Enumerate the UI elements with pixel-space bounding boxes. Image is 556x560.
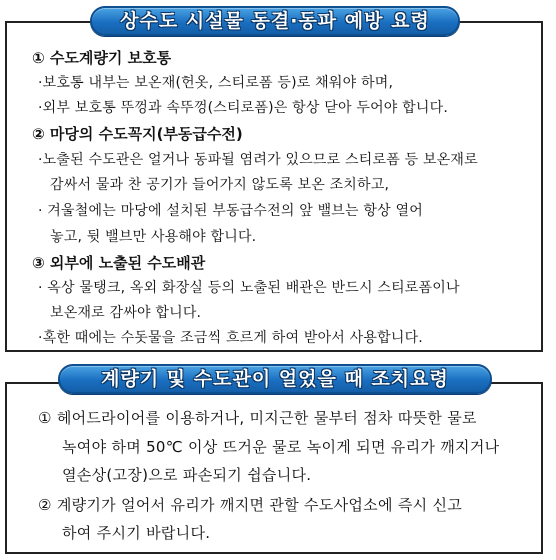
item1-line2: ·외부 보호통 뚜껑과 속뚜껑(스티로폼)은 항상 닫아 두어야 합니다.: [38, 100, 448, 116]
item3-line1: · 옥상 물탱크, 옥외 화장실 등의 노출된 배관은 반드시 스티로폼이나: [38, 280, 460, 296]
response-line4: ② 계량기가 얼어서 유리가 깨지면 관할 수도사업소에 즉시 신고: [38, 496, 463, 514]
response-line2: 녹여야 하며 50℃ 이상 뜨거운 물로 녹이게 되면 유리가 깨지거나: [62, 438, 500, 456]
item3-line3: ·혹한 때에는 수돗물을 조금씩 흐르게 하여 받아서 사용합니다.: [38, 330, 423, 346]
item1-line1: ·보호통 내부는 보온재(헌옷, 스티로폼 등)로 채워야 하며,: [38, 75, 394, 91]
item2-line4: 놓고, 뒷 밸브만 사용해야 합니다.: [50, 229, 257, 245]
response-line1: ① 헤어드라이어를 이용하거나, 미지근한 물부터 점차 따뜻한 물로: [38, 409, 477, 427]
item3-heading: ③ 외부에 노출된 수도배관: [32, 254, 206, 272]
item1-heading: ① 수도계량기 보호통: [32, 49, 172, 67]
response-line5: 하여 주시기 바랍니다.: [62, 524, 211, 542]
frozen-response-title: 계량기 및 수도관이 얼었을 때 조치요령: [58, 364, 492, 394]
prevention-guide-title: 상수도 시설물 동결·동파 예방 요령: [90, 6, 460, 36]
response-line3: 열손상(고장)으로 파손되기 쉽습니다.: [62, 466, 312, 484]
item2-heading: ② 마당의 수도꼭지(부동급수전): [32, 125, 243, 143]
item2-line1: ·노출된 수도관은 얼거나 동파될 염려가 있으므로 스티로폼 등 보온재로: [38, 152, 478, 168]
item2-line2: 감싸서 물과 찬 공기가 들어가지 않도록 보온 조치하고,: [50, 177, 390, 193]
item2-line3: · 겨울철에는 마당에 설치된 부동급수전의 앞 밸브는 항상 열어: [38, 203, 423, 219]
item3-line2: 보온재로 감싸야 합니다.: [50, 305, 202, 321]
